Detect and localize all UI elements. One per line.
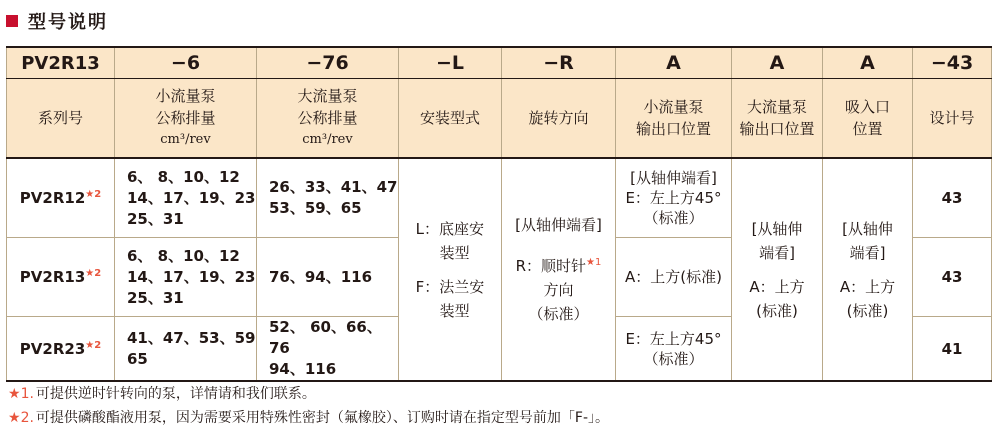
header-small-displacement: 小流量泵 公称排量 cm³/rev — [115, 79, 257, 159]
header-series: 系列号 — [7, 79, 115, 159]
code-large-displacement: −76 — [257, 47, 399, 79]
code-suction: A — [823, 47, 913, 79]
title-square-icon — [6, 15, 18, 27]
design-cell: 41 — [913, 317, 992, 382]
star-icon: ★2 — [85, 339, 102, 351]
code-mounting: −L — [399, 47, 502, 79]
table-row — [7, 158, 992, 238]
suction-cell: [从轴伸 端看] A：上方 (标准) — [823, 158, 913, 381]
star-icon: ★2 — [85, 268, 102, 279]
small-displacement-cell: 6、 8、10、12 14、17、19、23 25、31 — [115, 158, 257, 238]
code-small-outlet: A — [616, 47, 732, 79]
header-small-outlet: 小流量泵 输出口位置 — [616, 79, 732, 159]
code-rotation: −R — [502, 47, 616, 79]
header-rotation: 旋转方向 — [502, 79, 616, 159]
series-cell: $PV2R23^{★2}$ — [7, 317, 115, 382]
code-design: −43 — [913, 47, 992, 79]
code-row — [7, 47, 992, 79]
code-large-outlet: A — [732, 47, 823, 79]
large-displacement-cell: 76、94、116 — [257, 238, 399, 317]
series-cell: $PV2R13^{★2}$ — [7, 238, 115, 317]
model-code-table — [6, 46, 992, 382]
header-mounting: 安装型式 — [399, 79, 502, 159]
section-title — [6, 8, 108, 34]
star-icon: ★1 — [586, 257, 602, 268]
footnotes — [8, 382, 609, 430]
series-cell: $PV2R12^{★2}$ — [7, 158, 115, 238]
mounting-cell: L：底座安 装型 F：法兰安 装型 — [399, 158, 502, 381]
header-design: 设计号 — [913, 79, 992, 159]
header-large-displacement: 大流量泵 公称排量 cm³/rev — [257, 79, 399, 159]
header-row — [7, 79, 992, 159]
large-outlet-cell: [从轴伸 端看] A：上方 (标准) — [732, 158, 823, 381]
large-displacement-cell: 26、33、41、47 53、59、65 — [257, 158, 399, 238]
star-icon: ★ — [8, 410, 21, 426]
small-displacement-cell: 41、47、53、59 65 — [115, 317, 257, 382]
rotation-cell: [从轴伸端看] R：顺时针$^{★1}$ 方向 （标准） — [502, 158, 616, 381]
small-outlet-cell: [从轴伸端看] E：左上方45° （标准） — [616, 158, 732, 238]
code-small-displacement: −6 — [115, 47, 257, 79]
header-large-outlet: 大流量泵 输出口位置 — [732, 79, 823, 159]
small-displacement-cell: 6、 8、10、12 14、17、19、23 25、31 — [115, 238, 257, 317]
small-outlet-cell: E：左上方45° （标准） — [616, 317, 732, 382]
footnote-2: ★2. 可提供磷酸酯液用泵，因为需要采用特殊性密封（氟橡胶）、订购时请在指定型号前加「F-」。 — [8, 410, 610, 426]
design-cell: 43 — [913, 238, 992, 317]
star-icon: ★2 — [85, 189, 102, 200]
section-title-text: 型号说明 — [28, 12, 108, 33]
small-outlet-cell: A：上方(标准) — [616, 238, 732, 317]
header-suction: 吸入口 位置 — [823, 79, 913, 159]
star-icon: ★ — [8, 386, 21, 402]
large-displacement-cell: 52、 60、66、76 94、116 — [257, 317, 399, 382]
footnote-1: ★1. 可提供逆时针转向的泵，详情请和我们联系。 — [8, 386, 316, 402]
design-cell: 43 — [913, 158, 992, 238]
code-series: PV2R13 — [7, 47, 115, 79]
